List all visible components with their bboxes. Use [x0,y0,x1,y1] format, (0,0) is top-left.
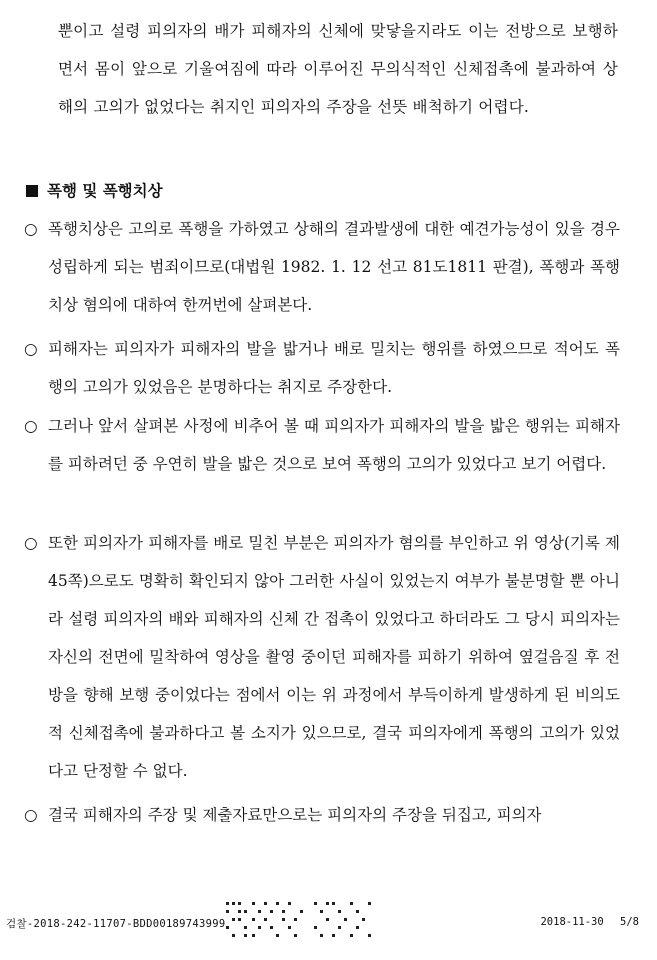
continued-paragraph: 뿐이고 설령 피의자의 배가 피해자의 신체에 맞닿을지라도 이는 전방으로 보행하면서 몸이 앞으로 기울여짐에 따라 이루어진 무의식적인 신체접촉에 불과하여 상해의 고의가 없었다는 취지인 피의자의 주장을 선뜻 배척하기 어렵다. [58,22,618,116]
circle-bullet-icon: ○ [24,806,38,824]
circle-bullet-icon: ○ [24,220,38,238]
list-item-text: 또한 피의자가 피해자를 배로 밀친 부분은 피의자가 혐의를 부인하고 위 영상(기록 제45쪽)으로도 명확히 확인되지 않아 그러한 사실이 있었는지 여부가 불분명할 뿐 아니라 설령 피의자의 배와 피해자의 신체 간 접촉이 있었다고 하더라도 그 당시 피의자는 자신의 전면에 밀착하여 영상을 촬영 중이던 피해자를 피하기 위하여 옆걸음질 후 전방을 향해 보행 중이었다는 점에서 이는 위 과정에서 부득이하게 발생하게 된 비의도적 신체접촉에 불과하다고 볼 소지가 있으므로, 결국 피의자에게 폭행의 고의가 있었다고 단정할 수 없다. [48,534,621,780]
page-number: 5/8 [620,916,639,928]
circle-bullet-icon: ○ [24,534,38,552]
dot-code-icon [224,898,374,940]
list-item-text: 결국 피해자의 주장 및 제출자료만으로는 피의자의 주장을 뒤집고, 피의자 [48,806,542,824]
list-item [24,796,620,834]
square-bullet-icon [26,185,38,197]
list-item [24,524,620,790]
list-item-text: 피해자는 피의자가 피해자의 발을 밟거나 배로 밀치는 행위를 하였으므로 적어도 폭행의 고의가 있었음은 분명하다는 취지로 주장한다. [48,340,620,396]
list-item [24,330,620,406]
list-item-text: 그러나 앞서 살펴본 사정에 비추어 볼 때 피의자가 피해자의 발을 밟은 행위는 피해자를 피하려던 중 우연히 발을 밟은 것으로 보여 폭행의 고의가 있었다고 보기 어렵다. [48,417,620,473]
section-heading [26,176,163,206]
section-title: 폭행 및 폭행치상 [47,181,163,200]
circle-bullet-icon: ○ [24,340,38,358]
footer-date: 2018-11-30 [540,916,604,928]
circle-bullet-icon: ○ [24,417,38,435]
document-id: 검찰-2018-242-11707-BDD00189743999 [6,918,226,930]
list-item [24,210,620,324]
footer-meta [540,916,639,928]
list-item [24,407,620,483]
list-item-text: 폭행치상은 고의로 폭행을 가하였고 상해의 결과발생에 대한 예견가능성이 있을 경우 성립하게 되는 범죄이므로(대법원 1982. 1. 12 선고 81도1811 판결), 폭행과 폭행치상 혐의에 대하여 한꺼번에 살펴본다. [48,220,620,314]
